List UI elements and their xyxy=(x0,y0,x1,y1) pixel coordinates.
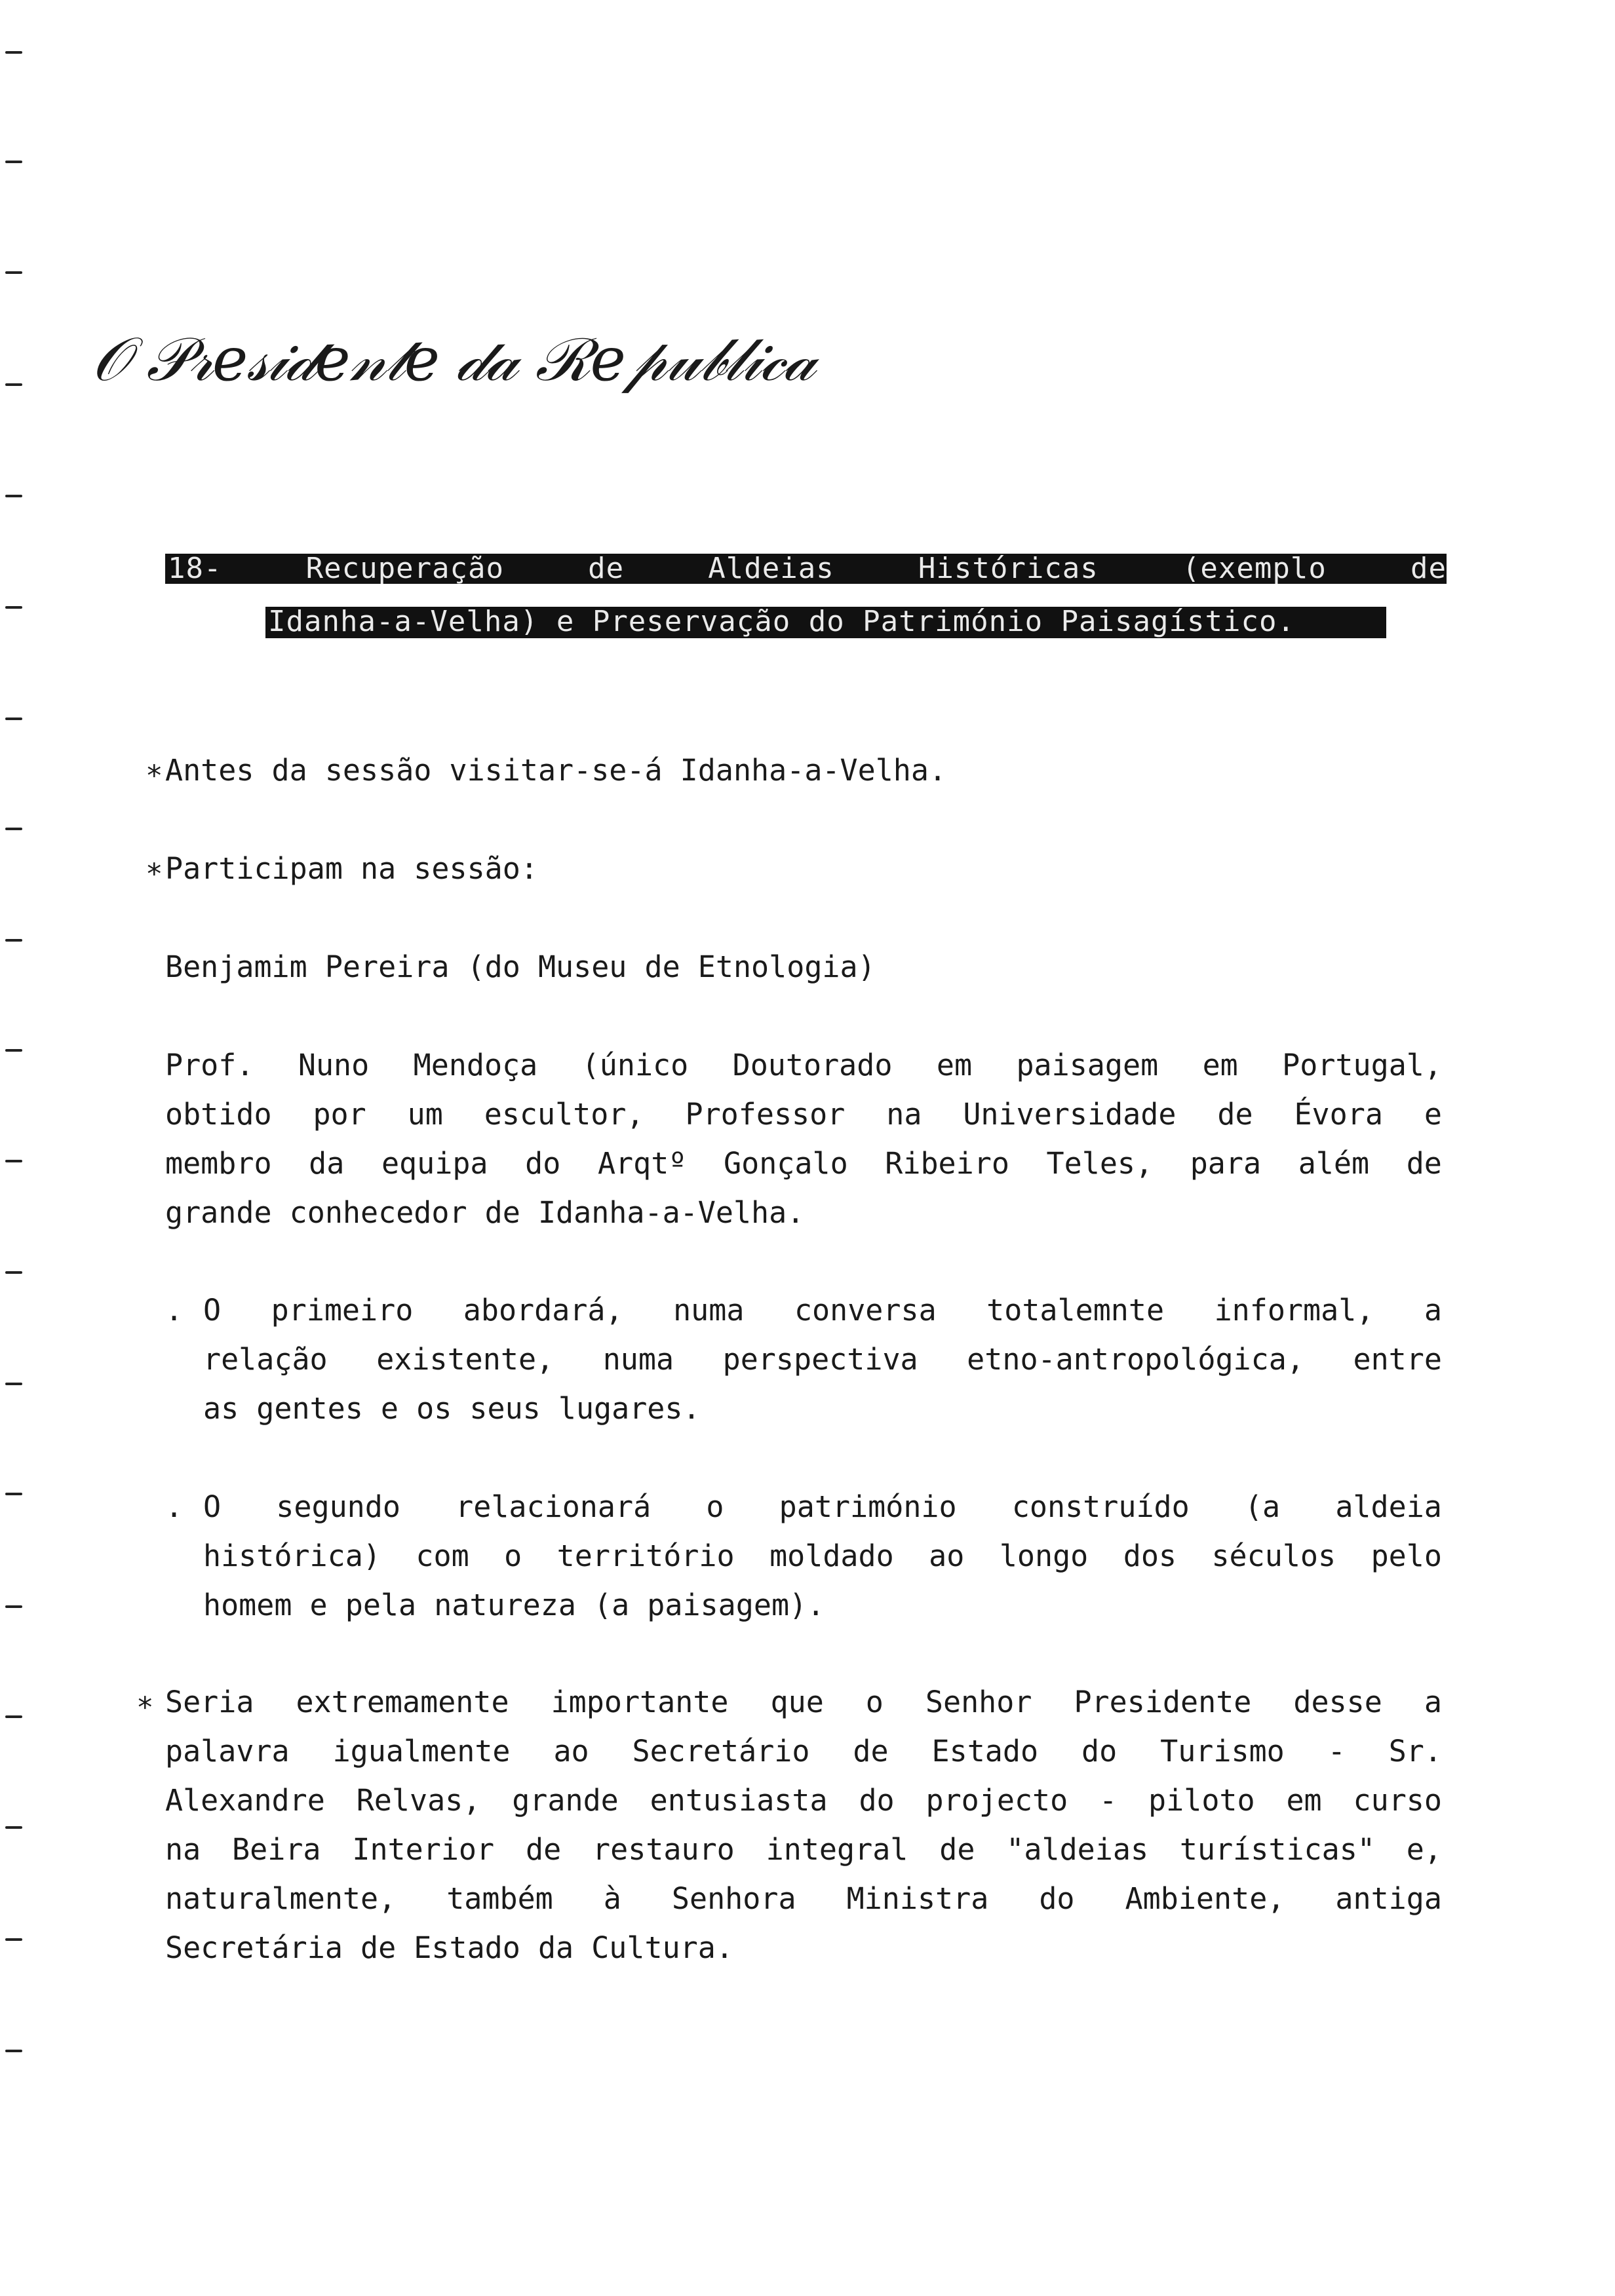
word: Ribeiro xyxy=(885,1146,1009,1181)
word: património xyxy=(779,1489,957,1524)
word: existente, xyxy=(376,1342,555,1377)
heading-word: de xyxy=(1410,552,1447,585)
text-line xyxy=(165,1677,1442,1727)
text-line xyxy=(165,1727,1442,1776)
word: (único xyxy=(581,1048,689,1082)
word: numa xyxy=(602,1342,674,1377)
word: grande xyxy=(512,1783,619,1818)
word: antiga xyxy=(1335,1881,1442,1916)
word: relação xyxy=(203,1342,328,1377)
margin-mark xyxy=(5,51,22,54)
margin-mark xyxy=(5,939,22,942)
word: na xyxy=(886,1097,922,1132)
word: Mendoça xyxy=(413,1048,538,1082)
word: palavra xyxy=(165,1734,290,1769)
word: - xyxy=(1099,1783,1118,1818)
word: escultor, xyxy=(484,1097,644,1132)
word: integral xyxy=(766,1832,908,1867)
word: moldado xyxy=(769,1539,894,1573)
section-heading-line-1 xyxy=(165,554,1447,584)
word: Universidade xyxy=(963,1097,1177,1132)
word: Doutorado xyxy=(732,1048,893,1082)
word: curso xyxy=(1353,1783,1442,1818)
heading-word: (exemplo xyxy=(1182,552,1327,585)
word: com xyxy=(416,1539,469,1573)
text-line xyxy=(203,1335,1442,1384)
star-bullet: ∗ xyxy=(146,754,163,787)
word: piloto xyxy=(1148,1783,1255,1818)
text-line xyxy=(203,1482,1442,1531)
word: de xyxy=(1406,1146,1442,1181)
word: Ministra xyxy=(846,1881,989,1916)
text-line xyxy=(203,1531,1442,1580)
text-line: homem e pela natureza (a paisagem). xyxy=(203,1588,825,1622)
word: Évora xyxy=(1294,1097,1383,1132)
margin-mark xyxy=(5,383,22,386)
text-line xyxy=(165,1825,1442,1874)
word: de xyxy=(525,1832,562,1867)
word: naturalmente, xyxy=(165,1881,397,1916)
margin-mark xyxy=(5,1715,22,1718)
section-heading-line-2: Idanha-a-Velha) e Preservação do Património Paisagístico. xyxy=(265,607,1386,638)
word: na xyxy=(165,1832,201,1867)
word: paisagem xyxy=(1016,1048,1159,1082)
word: construído xyxy=(1011,1489,1190,1524)
margin-mark xyxy=(5,718,22,720)
participant-benjamim: Benjamim Pereira (do Museu de Etnologia) xyxy=(165,949,876,984)
word: Beira xyxy=(232,1832,321,1867)
word: de xyxy=(853,1734,889,1769)
word: à xyxy=(603,1881,621,1916)
margin-mark xyxy=(5,271,22,274)
word: Prof. xyxy=(165,1048,254,1082)
word: além xyxy=(1298,1146,1370,1181)
text-line xyxy=(165,1041,1442,1090)
word: Nuno xyxy=(298,1048,370,1082)
word: do xyxy=(1039,1881,1075,1916)
margin-mark xyxy=(5,1049,22,1052)
margin-mark xyxy=(5,2050,22,2052)
word: Ambiente, xyxy=(1125,1881,1285,1916)
word: membro xyxy=(165,1146,272,1181)
word: por xyxy=(313,1097,366,1132)
word: histórica) xyxy=(203,1539,381,1573)
margin-mark xyxy=(5,606,22,609)
word: em xyxy=(936,1048,973,1082)
word: Estado xyxy=(931,1734,1039,1769)
svg-text:𝒪 𝒫𝓇𝑒𝓈𝒾𝒹𝑒𝓃𝓉𝑒 𝒹𝒶 ℛ: 𝒪 𝒫𝓇𝑒𝓈𝒾𝒹𝑒𝓃𝓉𝑒 𝒹𝒶 ℛ𝑒𝓅𝓊𝒷𝓁𝒾𝒸𝒶 xyxy=(92,324,815,394)
word: Alexandre xyxy=(165,1783,325,1818)
text-line: as gentes e os seus lugares. xyxy=(203,1391,701,1426)
word: informal, xyxy=(1214,1293,1374,1328)
heading-word: de xyxy=(588,552,625,585)
word: projecto xyxy=(925,1783,1068,1818)
word: aldeia xyxy=(1335,1489,1442,1524)
star-bullet: ∗ xyxy=(136,1685,154,1719)
text-line xyxy=(203,1286,1442,1335)
word: turísticas" xyxy=(1179,1832,1375,1867)
word: de xyxy=(1217,1097,1253,1132)
margin-mark xyxy=(5,828,22,830)
word: um xyxy=(407,1097,443,1132)
word: perspectiva xyxy=(722,1342,918,1377)
word: desse xyxy=(1293,1685,1382,1719)
word: Sr. xyxy=(1388,1734,1442,1769)
word: conversa xyxy=(794,1293,937,1328)
text-line xyxy=(165,1776,1442,1825)
word: para xyxy=(1190,1146,1262,1181)
word: extremamente xyxy=(296,1685,509,1719)
word: Professor xyxy=(685,1097,846,1132)
word: e xyxy=(1424,1097,1442,1132)
word: séculos xyxy=(1211,1539,1336,1573)
word: entre xyxy=(1353,1342,1442,1377)
word: obtido xyxy=(165,1097,272,1132)
word: relacionará xyxy=(456,1489,652,1524)
word: numa xyxy=(673,1293,745,1328)
word: Senhora xyxy=(671,1881,796,1916)
word: Secretário xyxy=(632,1734,810,1769)
word: entusiasta xyxy=(650,1783,828,1818)
word: importante xyxy=(551,1685,729,1719)
text-line xyxy=(165,1090,1442,1139)
heading-word: 18- xyxy=(168,552,222,585)
participants-label: Participam na sessão: xyxy=(165,851,538,886)
dot-bullet: . xyxy=(165,1489,184,1524)
word: do xyxy=(525,1146,561,1181)
word: também xyxy=(446,1881,553,1916)
heading-word: Históricas xyxy=(918,552,1099,585)
word: Gonçalo xyxy=(724,1146,848,1181)
margin-mark xyxy=(5,1493,22,1495)
word: Interior xyxy=(352,1832,495,1867)
heading-word: Recuperação xyxy=(305,552,505,585)
word: O xyxy=(203,1489,222,1524)
word: equipa xyxy=(381,1146,488,1181)
word: da xyxy=(309,1146,345,1181)
margin-mark xyxy=(5,1938,22,1941)
margin-mark xyxy=(5,1826,22,1829)
word: dos xyxy=(1123,1539,1177,1573)
margin-mark xyxy=(5,495,22,497)
word: a xyxy=(1424,1685,1442,1719)
margin-mark xyxy=(5,1605,22,1608)
binding-marks xyxy=(5,0,25,2296)
word: (a xyxy=(1244,1489,1281,1524)
text-line: grande conhecedor de Idanha-a-Velha. xyxy=(165,1195,805,1230)
heading-word: Aldeias xyxy=(708,552,834,585)
word: o xyxy=(504,1539,522,1573)
word: abordará, xyxy=(463,1293,623,1328)
text-line xyxy=(165,1874,1442,1923)
word: que xyxy=(770,1685,824,1719)
word: ao xyxy=(929,1539,965,1573)
text-line xyxy=(165,1139,1442,1188)
word: do xyxy=(1081,1734,1118,1769)
word: Seria xyxy=(165,1685,254,1719)
word: Senhor xyxy=(925,1685,1032,1719)
word: totalemnte xyxy=(986,1293,1165,1328)
word: em xyxy=(1202,1048,1238,1082)
word: Relvas, xyxy=(356,1783,481,1818)
margin-mark xyxy=(5,1271,22,1274)
margin-mark xyxy=(5,161,22,163)
word: "aldeias xyxy=(1006,1832,1149,1867)
word: Presidente xyxy=(1074,1685,1252,1719)
word: restauro xyxy=(593,1832,735,1867)
word: primeiro xyxy=(271,1293,414,1328)
visit-note: Antes da sessão visitar-se-á Idanha-a-Velha. xyxy=(165,753,947,788)
dot-bullet: . xyxy=(165,1293,184,1328)
word: do xyxy=(859,1783,895,1818)
word: etno-antropológica, xyxy=(967,1342,1304,1377)
margin-mark xyxy=(5,1383,22,1385)
word: Turismo xyxy=(1160,1734,1285,1769)
word: de xyxy=(939,1832,975,1867)
word: Teles, xyxy=(1046,1146,1154,1181)
margin-mark xyxy=(5,1160,22,1162)
word: a xyxy=(1424,1293,1442,1328)
word: Arqtº xyxy=(597,1146,687,1181)
word: pelo xyxy=(1371,1539,1442,1573)
word: Portugal, xyxy=(1282,1048,1442,1082)
word: ao xyxy=(553,1734,589,1769)
word: território xyxy=(556,1539,735,1573)
word: em xyxy=(1286,1783,1322,1818)
word: O xyxy=(203,1293,222,1328)
star-bullet: ∗ xyxy=(146,852,163,885)
word: o xyxy=(706,1489,724,1524)
letterhead-logo xyxy=(92,315,815,413)
text-line: Secretária de Estado da Cultura. xyxy=(165,1930,733,1965)
word: longo xyxy=(999,1539,1089,1573)
word: - xyxy=(1327,1734,1346,1769)
word: igualmente xyxy=(332,1734,511,1769)
word: o xyxy=(865,1685,884,1719)
word: segundo xyxy=(276,1489,400,1524)
word: e, xyxy=(1406,1832,1442,1867)
